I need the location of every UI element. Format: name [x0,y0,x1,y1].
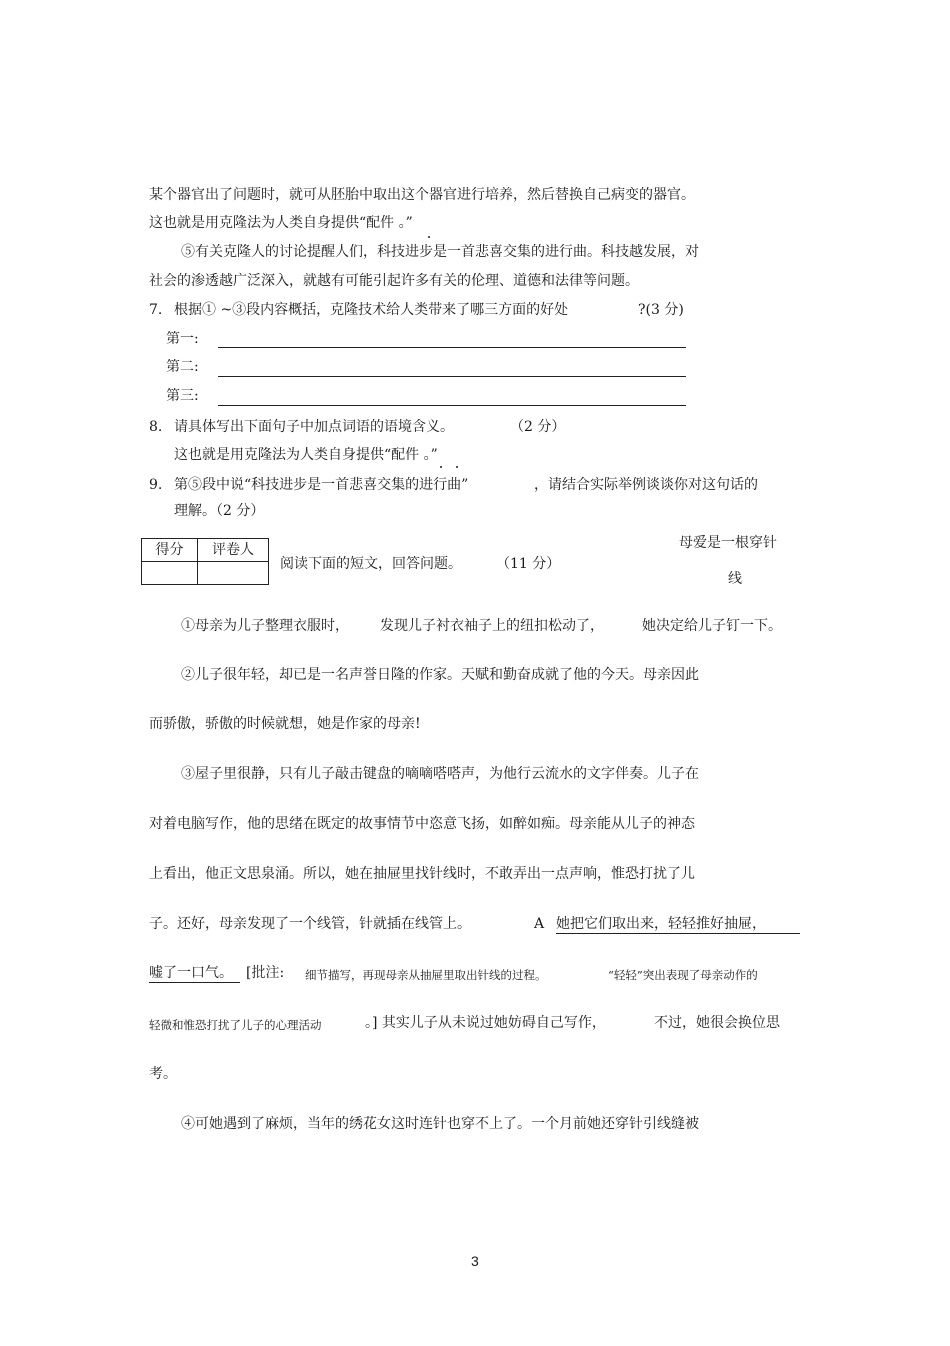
annotation: 细节描写，再现母亲从抽屉里取出针线的过程。 [305,968,547,982]
question-score: ?(3 分) [638,302,684,318]
paragraph-line: ②儿子很年轻，却已是一名声誉日隆的作家。天赋和勤奋成就了他的今天。母亲因此 [181,667,699,683]
answer-line[interactable] [218,347,686,348]
paragraph-line: ①母亲为儿子整理衣服时， [181,618,349,634]
underline [556,933,800,934]
quoted-sentence: 这也就是用克隆法为人类自身提供“配件 。” [174,447,438,463]
paragraph-line: 而骄傲，骄傲的时候就想，她是作家的母亲! [149,716,421,732]
underlined-text: 她把它们取出来，轻轻推好抽屉， [556,916,766,932]
annotation-marker: A [534,916,545,932]
paragraph-line: 对着电脑写作，他的思绪在既定的故事情节中恣意飞扬，如醉如痴。母亲能从儿子的神态 [149,816,695,832]
question-text: 理解。（2 分） [174,503,265,519]
score-box [141,538,269,585]
paragraph-line: 上看出，他正文思泉涌。所以，她在抽屉里找针线时，不敢弄出一点声响，惟恐打扰了儿 [149,866,695,882]
emphasis-dot [456,466,458,468]
reading-intro: 阅读下面的短文，回答问题。 [280,556,462,572]
page-number: 3 [471,1253,479,1269]
answer-line[interactable] [218,405,686,406]
paragraph-line: 子。还好，母亲发现了一个线管，针就插在线管上。 [149,916,471,932]
text-line: ⑤有关克隆人的讨论提醒人们，科技进步是一首悲喜交集的进行曲。科技越发展，对 [181,244,699,260]
question-score: （2 分） [510,419,566,435]
question-text: ，请结合实际举例谈谈你对这句话的 [534,477,758,493]
question-number: 7. [149,302,163,318]
passage-title: 线 [728,571,742,587]
text-line: 某个器官出了问题时，就可从胚胎中取出这个器官进行培养，然后替换自己病变的器官。 [149,187,695,203]
annotation: [批注: [246,965,285,981]
paragraph-line: ③屋子里很静，只有儿子敲击键盘的嘀嘀嗒嗒声，为他行云流水的文字伴奏。儿子在 [181,766,699,782]
question-text: 第⑤段中说“科技进步是一首悲喜交集的进行曲” [174,477,469,493]
grader-cell[interactable] [198,562,269,585]
underlined-text: 嘘了一口气。 [149,965,233,981]
answer-label-second: 第二: [166,359,199,375]
annotation: “轻轻”突出表现了母亲动作的 [608,968,758,982]
question-text: 根据① ~③段内容概括，克隆技术给人类带来了哪三方面的好处 [174,302,569,318]
paragraph-line: 考。 [149,1066,177,1082]
text-line: 社会的渗透越广泛深入，就越有可能引起许多有关的伦理、道德和法律等问题。 [149,273,639,289]
answer-label-first: 第一: [166,331,199,347]
question-text: 请具体写出下面句子中加点词语的语境含义。 [174,419,454,435]
paragraph-line: 。] 其实儿子从未说过她妨碍自己写作， [365,1015,606,1031]
answer-line[interactable] [218,376,686,377]
paragraph-line: 她决定给儿子钉一下。 [642,618,782,634]
score-label: 得分 [142,539,198,562]
emphasis-dot [440,466,442,468]
passage-title: 母爱是一根穿针 [679,535,777,551]
score-cell[interactable] [142,562,198,585]
question-number: 9. [149,477,163,493]
answer-label-third: 第三: [166,388,199,404]
annotation: 轻微和惟恐打扰了儿子的心理活动 [149,1018,322,1032]
paragraph-line: ④可她遇到了麻烦，当年的绣花女这时连针也穿不上了。一个月前她还穿针引线缝被 [181,1116,699,1132]
question-number: 8. [149,419,163,435]
paragraph-line: 发现儿子衬衣袖子上的纽扣松动了， [380,618,604,634]
emphasis-dot [428,236,430,238]
grader-label: 评卷人 [198,539,269,562]
paragraph-line: 不过，她很会换位思 [654,1015,780,1031]
text-line: 这也就是用克隆法为人类自身提供“配件 。” [149,215,413,231]
reading-score: （11 分） [496,556,561,572]
underline [149,982,240,983]
